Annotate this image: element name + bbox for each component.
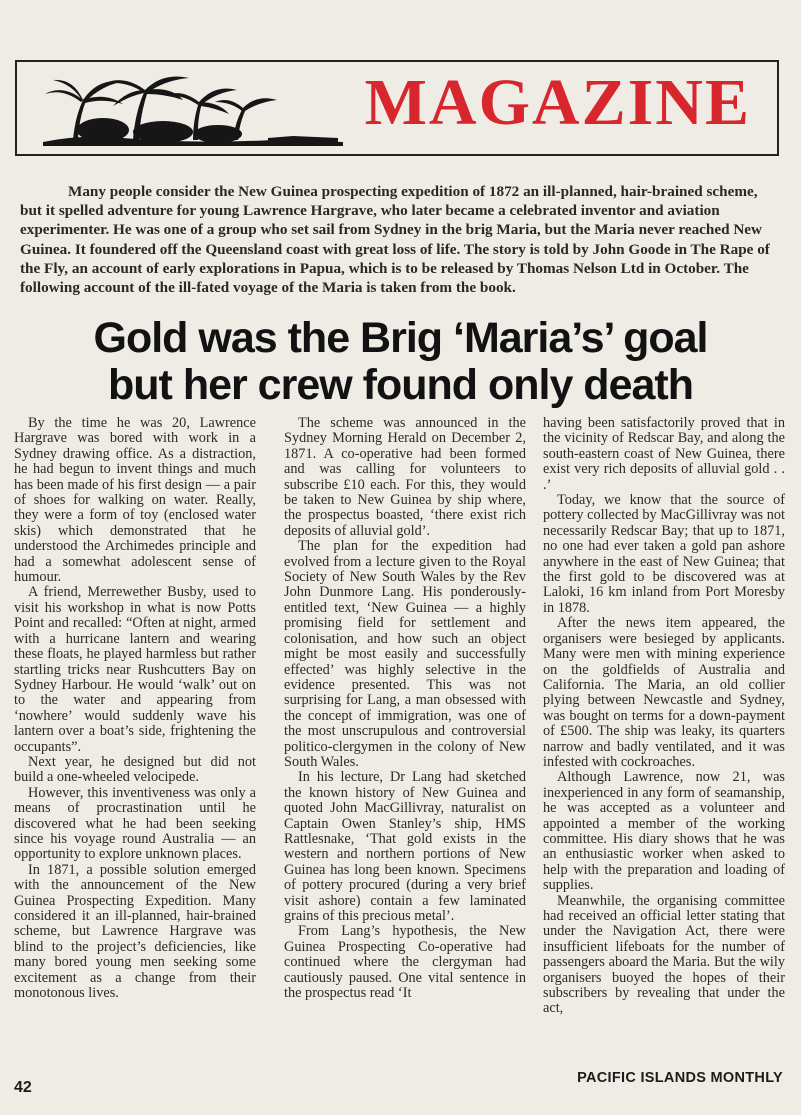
paragraph: A friend, Merrewether Busby, used to visit his workshop in what is now Potts Point and recalled: “Often at night, armed with a hurricane lantern and wearing these floats, he played harmless but rather startling tricks near Rushcutters Bay on Sydney Harbour. He would ‘walk’ out on to the water and appearing from ‘nowhere’ would suddenly wave his lantern over a boat’s side, frightening the occupants”. <box>14 584 256 755</box>
magazine-title: MAGAZINE <box>364 66 751 139</box>
paragraph: The scheme was announced in the Sydney Morning Herald on December 2, 1871. A co-operative had been formed and was calling for volunteers to subscribe £10 each. For this, they would be taken to New Guinea by ship where, the prospectus boasted, ‘there exist rich deposits of alluvial gold’. <box>284 416 526 539</box>
headline-line-1: Gold was the Brig ‘Maria’s’ goal <box>93 314 708 362</box>
paragraph: Today, we know that the source of pottery collected by MacGillivray was not necessarily Redscar Bay; that up to 1871, no one had ever taken a gold pan ashore anywhere in the east of New Guinea; that the first gold to be discovered was at Laloki, 16 km inland from Port Moresby in 1878. <box>543 492 785 616</box>
publication-name: PACIFIC ISLANDS MONTHLY <box>577 1070 783 1086</box>
intro-paragraph: Many people consider the New Guinea prospecting expedition of 1872 an ill-planned, hair-brained scheme, but it spelled adventure for young Lawrence Hargrave, who later became a celebrated inventor and aviation experimenter. He was one of a group who set sail from Sydney in the brig Maria, but the Maria never reached New Guinea. It foundered off the Queensland coast with great loss of life. The story is told by John Goode in The Rape of the Fly, an account of early explorations in Papua, which is to be released by Thomas Nelson Ltd in October. The following account of the ill-fated voyage of the Maria is taken from the book. <box>20 183 770 297</box>
palm-trees-silhouette-icon <box>43 72 343 150</box>
page-number: 42 <box>14 1079 32 1096</box>
paragraph: By the time he was 20, Lawrence Hargrave was bored with work in a Sydney drawing office. As a distraction, he had begun to invent things and much has been made of his first design — a pair of shoes for walking on water. Really, they were a form of toy (enclosed water skis) which demonstrated that he understood the Archimedes principle and had a somewhat adolescent sense of humour. <box>14 416 256 586</box>
article-headline <box>0 315 801 409</box>
article-column-3 <box>543 416 785 1076</box>
article-column-1 <box>14 416 256 1076</box>
paragraph: In his lecture, Dr Lang had sketched the known history of New Guinea and quoted John MacGillivray, naturalist on Captain Owen Stanley’s ship, HMS Rattlesnake, ‘That gold exists in the western and northern portions of New Guinea has long been known. Specimens of pottery procured (during a very brief visit ashore) contain a few laminated grains of this precious metal’. <box>284 769 526 924</box>
headline-line-2: but her crew found only death <box>108 361 693 409</box>
paragraph: Meanwhile, the organising committee had received an official letter stating that under the Navigation Act, there were insufficient lifeboats for the number of passengers aboard the Maria. But the wily organisers buoyed the hopes of their subscribers by revealing that under the act, <box>543 892 785 1017</box>
paragraph: In 1871, a possible solution emerged with the announcement of the New Guinea Prospecting Expedition. Many considered it an ill-planned, hair-brained scheme, but Lawrence Hargrave was blind to the project’s deficiencies, like many bored young men seeking some excitement as a change from their monotonous lives. <box>14 861 256 1002</box>
paragraph: After the news item appeared, the organisers were besieged by applicants. Many were men with mining experience on the goldfields of Australia and California. The Maria, an old collier plying between Newcastle and Sydney, was bought on terms for a down-payment of £500. The ship was leaky, its quarters narrow and badly ventilated, and it was infested with cockroaches. <box>543 615 785 770</box>
article-column-2 <box>284 416 526 1076</box>
paragraph: From Lang’s hypothesis, the New Guinea Prospecting Co-operative had continued where the clergyman had cautiously paused. One vital sentence in the prospectus read ‘It <box>284 923 526 1002</box>
paragraph: Although Lawrence, now 21, was inexperienced in any form of seamanship, he was accepted as a volunteer and appointed a member of the working committee. His diary shows that he was an enthusiastic worker when asked to help with the preparation and loading of supplies. <box>543 769 785 894</box>
paragraph: Next year, he designed but did not build a one-wheeled velocipede. <box>14 753 256 786</box>
paragraph: having been satisfactorily proved that in the vicinity of Redscar Bay, and along the south-eastern coast of New Guinea, there exist very rich deposits of alluvial gold . . .’ <box>543 416 785 493</box>
paragraph: The plan for the expedition had evolved from a lecture given to the Royal Society of New South Wales by the Rev John Dunmore Lang. His ponderously-entitled text, ‘New Guinea — a highly promising field for settlement and colonisation, and how such an object might be most easily and successfully effected’ was highly selective in the evidence presented. This was not surprising for Lang, a man obsessed with the concept of immigration, was one of the most unscrupulous and controversial politico-clergymen in the colony of New South Wales. <box>284 538 526 770</box>
paragraph: However, this inventiveness was only a means of procrastination until he discovered what he had been seeking since his voyage round Australia — an opportunity to explore unknown places. <box>14 784 256 863</box>
magazine-header <box>15 60 779 156</box>
